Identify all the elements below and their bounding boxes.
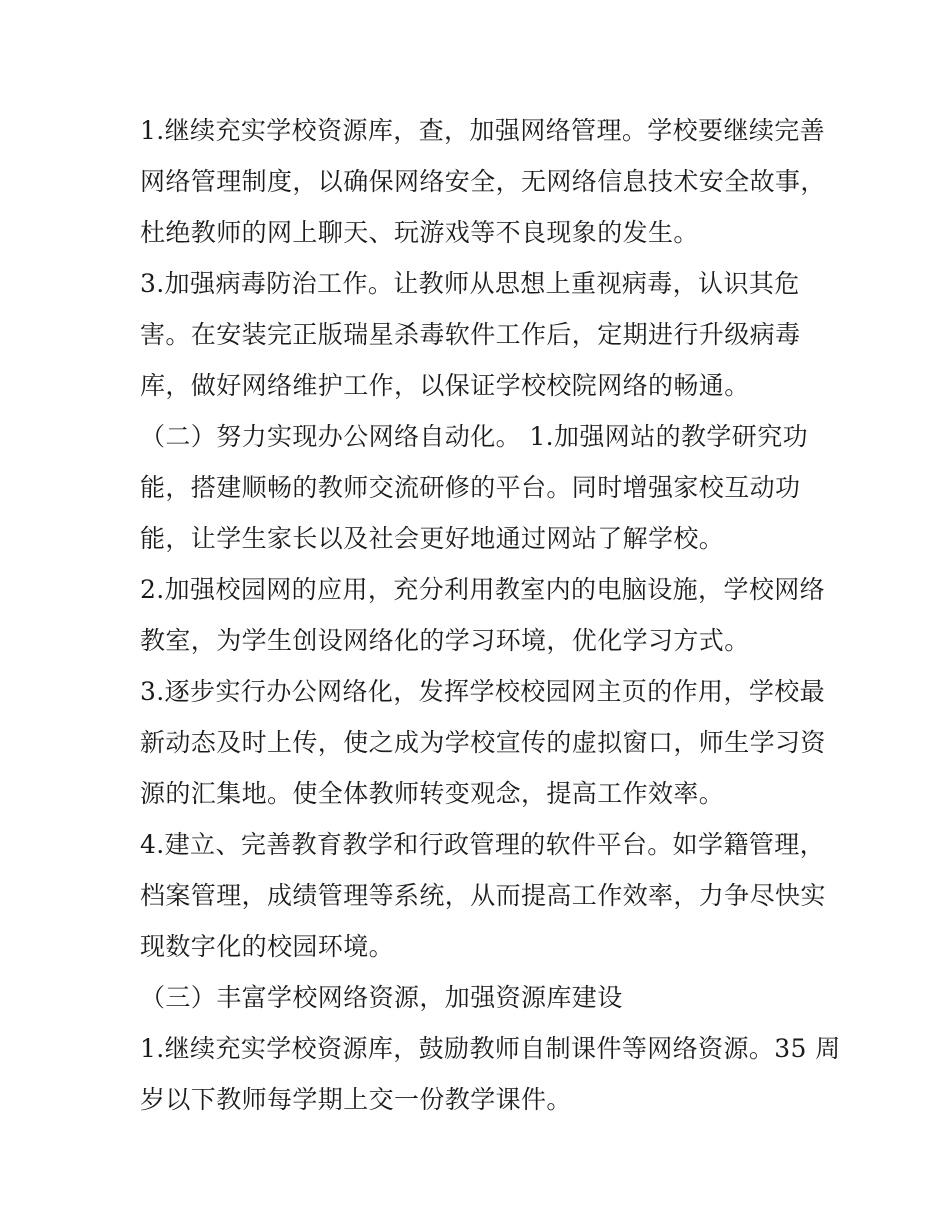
text-line: 档案管理，成绩管理等系统，从而提高工作效率，力争尽快实 — [140, 881, 826, 910]
text-line: 害。在安装完正版瑞星杀毒软件工作后，定期进行升级病毒 — [140, 320, 801, 349]
section-heading-line: （二）努力实现办公网络自动化。 1.加强网站的教学研究功 — [140, 422, 809, 451]
text-line: 源的汇集地。使全体教师转变观念，提高工作效率。 — [140, 779, 725, 808]
text-line: 新动态及时上传，使之成为学校宣传的虚拟窗口，师生学习资 — [140, 728, 826, 757]
text-line: 教室，为学生创设网络化的学习环境，优化学习方式。 — [140, 626, 750, 655]
text-line: 杜绝教师的网上聊天、玩游戏等不良现象的发生。 — [140, 218, 699, 247]
text-line: 能，让学生家长以及社会更好地通过网站了解学校。 — [140, 524, 725, 553]
text-line: 3.逐步实行办公网络化，发挥学校校园网主页的作用，学校最 — [140, 677, 826, 706]
text-line: 网络管理制度，以确保网络安全，无网络信息技术安全故事， — [140, 167, 826, 196]
document-body — [140, 105, 841, 1125]
section-heading-line: （三）丰富学校网络资源，加强资源库建设 — [140, 983, 623, 1012]
text-line: 岁以下教师每学期上交一份教学课件。 — [140, 1085, 572, 1114]
text-line: 现数字化的校园环境。 — [140, 932, 395, 961]
text-line: 3.加强病毒防治工作。让教师从思想上重视病毒，认识其危 — [140, 269, 800, 298]
text-line: 1.继续充实学校资源库，查，加强网络管理。学校要继续完善 — [140, 116, 826, 145]
text-line: 能，搭建顺畅的教师交流研修的平台。同时增强家校互动功 — [140, 473, 801, 502]
text-line: 2.加强校园网的应用，充分利用教室内的电脑设施，学校网络 — [140, 575, 826, 604]
text-line: 4.建立、完善教育教学和行政管理的软件平台。如学籍管理， — [140, 830, 826, 859]
text-line: 库，做好网络维护工作，以保证学校校院网络的畅通。 — [140, 371, 750, 400]
text-line: 1.继续充实学校资源库，鼓励教师自制课件等网络资源。35 周 — [140, 1034, 841, 1063]
